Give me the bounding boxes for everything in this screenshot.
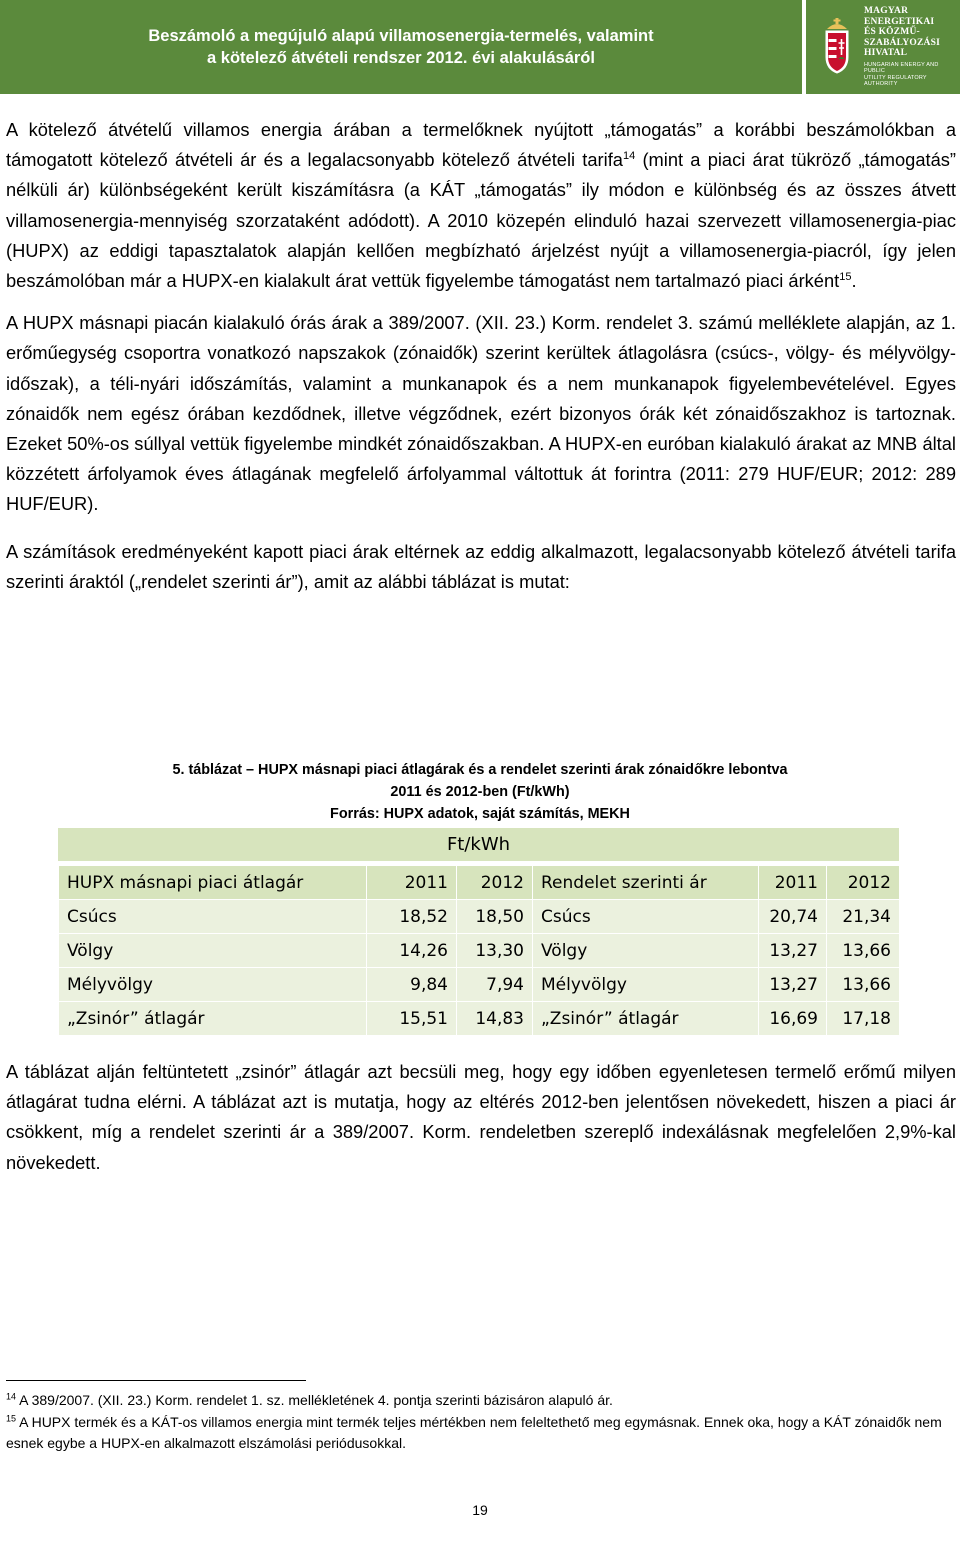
- body-text-upper: [6, 115, 956, 597]
- logo-english-text: HUNGARIAN ENERGY AND PUBLIC UTILITY REGULATORY AUTHORITY: [864, 61, 939, 88]
- table-cell: Völgy: [533, 934, 759, 968]
- table-cell: 18,50: [457, 900, 533, 934]
- table-cell: Mélyvölgy: [533, 968, 759, 1002]
- table-header-cell: 2012: [827, 866, 900, 900]
- table-unit-header: Ft/kWh: [58, 828, 899, 861]
- table-header-row: [59, 866, 900, 900]
- table-cell: 13,66: [827, 934, 900, 968]
- table-row: [59, 934, 900, 968]
- table-cell: Mélyvölgy: [59, 968, 367, 1002]
- table-cell: 14,83: [457, 1002, 533, 1036]
- table-cell: Völgy: [59, 934, 367, 968]
- paragraph-3: A számítások eredményeként kapott piaci árak eltérnek az eddig alkalmazott, legalacsonyabb kötelező átvételi tarifa szerinti áraktól („rendelet szerinti ár”), amit az alábbi táblázat is mutat:: [6, 540, 956, 592]
- table-cell: „Zsinór” átlagár: [59, 1002, 367, 1036]
- hungarian-coat-of-arms-icon: [816, 17, 858, 77]
- paragraph-2: A HUPX másnapi piacán kialakuló órás árak a 389/2007. (XII. 23.) Korm. rendelet 3. számú melléklete alapján, az 1. erőműegység csoportra vonatkozó napszakok (zónaidők) szerint kerültek átlagolásra (csúcs-, völgy- és mélyvölgy-időszak), a téli-nyári időszámítás, valamint a munkanapok és a nem munkanapok figyelembevételével. Egyes zónaidők nem egész órában kezdődnek, illetve végződnek, ezért bizonyos órák két zónaidőszakhoz is tartoznak. Ezeket 50%-os súllyal vettük figyelembe mindkét zónaidőszakban. A HUPX-en euróban kialakuló árakat az MNB által közzétett árfolyamok éves átlagának megfelelő árfolyammal váltottuk át forintra (2011: 279 HUF/EUR; 2012: 289 HUF/EUR).: [6, 312, 956, 515]
- body-text-lower: [6, 1057, 956, 1178]
- price-table: [58, 828, 899, 1036]
- table-cell: 9,84: [367, 968, 457, 1002]
- paragraph-4: A táblázat alján feltüntetett „zsinór” átlagár azt becsüli meg, hogy egy időben egyenletesen termelő erőmű milyen átlagárat tudna elérni. A táblázat azt is mutatja, hogy az eltérés 2012-ben jelentősen növekedett, hiszen a piaci ár csökkent, míg a rendelet szerinti ár a 389/2007. Korm. rendeletben szereplő indexálásnak megfelelően 2,9%-kal növekedett.: [6, 1061, 956, 1173]
- header-title-line1: Beszámoló a megújuló alapú villamosenergia-termelés, valamint: [148, 27, 654, 45]
- table-header-cell: 2011: [367, 866, 457, 900]
- table-cell: 17,18: [827, 1002, 900, 1036]
- table-header-cell: Rendelet szerinti ár: [533, 866, 759, 900]
- header-title-line2: a kötelező átvételi rendszer 2012. évi alakulásáról: [207, 49, 595, 67]
- table-header-cell: 2011: [759, 866, 827, 900]
- page-header: [0, 0, 960, 96]
- table-cell: 21,34: [827, 900, 900, 934]
- table-caption-source: Forrás: HUPX adatok, saját számítás, MEKH: [330, 806, 630, 822]
- table-row: [59, 968, 900, 1002]
- table-cell: Csúcs: [533, 900, 759, 934]
- table-cell: 13,27: [759, 968, 827, 1002]
- table-cell: 15,51: [367, 1002, 457, 1036]
- table-row: [59, 1002, 900, 1036]
- footnote-ref-15[interactable]: 15: [839, 270, 852, 283]
- table-caption-years: 2011 és 2012-ben (Ft/kWh): [390, 784, 570, 800]
- logo-text: MAGYAR ENERGETIKAI ÉS KÖZMŰ- SZABÁLYOZÁSI HIVATAL HUNGARIAN ENERGY AND PUBLIC UTILITY REGULATORY AUTHORITY: [864, 6, 960, 88]
- table-cell: Csúcs: [59, 900, 367, 934]
- table-header-cell: HUPX másnapi piaci átlagár: [59, 866, 367, 900]
- table-cell: „Zsinór” átlagár: [533, 1002, 759, 1036]
- table-row: [59, 900, 900, 934]
- header-title-band: [0, 0, 802, 94]
- table-cell: 13,30: [457, 934, 533, 968]
- footnote-ref-14[interactable]: 14: [622, 150, 636, 163]
- table-cell: 20,74: [759, 900, 827, 934]
- footnote-14: $^{14}$ A 389/2007. (XII. 23.) Korm. rendelet 1. sz. mellékletének 4. pontja szerinti bázisáron alapuló ár.: [6, 1391, 613, 1408]
- table-caption-title: 5. táblázat – HUPX másnapi piaci átlagárak és a rendelet szerinti árak zónaidőkre lebontva: [172, 762, 788, 778]
- table-cell: 7,94: [457, 968, 533, 1002]
- table-header-cell: 2012: [457, 866, 533, 900]
- table-cell: 16,69: [759, 1002, 827, 1036]
- table-cell: 18,52: [367, 900, 457, 934]
- authority-logo: [806, 0, 960, 94]
- paragraph-1: A kötelező átvételű villamos energia árában a termelőknek nyújtott „támogatás” a korábbi beszámolókban a támogatott kötelező átvételi ár és a legalacsonyabb kötelező átvételi tarifa$^{14}$ (mint a piaci árat tükröző „támogatás” nélküli ár) különbségeként került kiszámításra (a KÁT „támogatás” ily módon e különbség és az összes átvett villamosenergia-mennyiség szorzataként adódott). A 2010 közepén elinduló hazai szervezett villamosenergia-piac (HUPX) az eddigi tapasztalatok alapján kellően megbízható árjelzést nyújt a villamosenergia-piacról, így jelen beszámolóban már a HUPX-en kialakult árat vettük figyelembe támogatást nem tartalmazó piaci árként$^{15}$.: [6, 119, 956, 292]
- footnotes: [6, 1390, 956, 1455]
- table-cell: 14,26: [367, 934, 457, 968]
- table-cell: 13,27: [759, 934, 827, 968]
- table-cell: 13,66: [827, 968, 900, 1002]
- price-table-grid: [58, 865, 900, 1036]
- footnote-separator: [6, 1380, 306, 1381]
- table-caption: [0, 759, 960, 825]
- page-number: 19: [472, 1502, 488, 1518]
- footnote-15: $^{15}$ A HUPX termék és a KÁT-os villamos energia mint termék teljes mértékben nem feleltethető meg egymásnak. Ennek oka, hogy a KÁT zónaidők nem esnek egybe a HUPX-en alkalmazott elszámolási periódusokkal.: [6, 1412, 942, 1451]
